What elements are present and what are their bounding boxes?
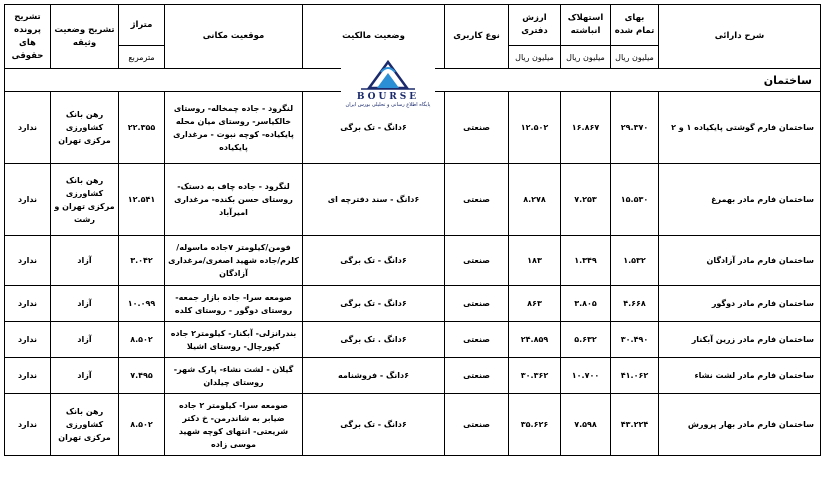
header-final-cost: بهای تمام شده <box>611 5 659 46</box>
location-cell: لنگرود - جاده چمخاله- روستای خالکیاسر- روستای میان محله پایکیاده- کوچه نبوت - مرغداری پایکیاده <box>165 92 303 164</box>
usage-type-cell: صنعتی <box>445 286 509 322</box>
book-value-cell: ۱۸۳ <box>509 236 561 286</box>
header-book-value: ارزش دفتری <box>509 5 561 46</box>
usage-type-cell: صنعتی <box>445 236 509 286</box>
unit-book-value: میلیون ریال <box>509 46 561 69</box>
asset-description-cell: ساختمان فارم مادر بهمرغ <box>659 164 821 236</box>
location-cell: صومعه سرا- کیلومتر ۲ جاده ضیابر به شاندرمن- خ دکتر شریعتی- انتهای کوچه شهید موسی زاده <box>165 394 303 456</box>
collateral-cell: رهن بانک کشاورزی مرکزی تهران <box>51 92 119 164</box>
depreciation-cell: ۱.۳۴۹ <box>561 236 611 286</box>
header-row <box>5 5 821 46</box>
ownership-cell: ۶دانگ - تک برگی <box>303 394 445 456</box>
area-cell: ۷.۴۹۵ <box>119 358 165 394</box>
location-cell: بندرانزلی- آبکنار- کیلومتر۲ جاده کپورچال- روستای اشیلا <box>165 322 303 358</box>
location-cell: فومن/کیلومتر ۷جاده ماسوله/کلرم/جاده شهید اصغری/مرغداری آزادگان <box>165 236 303 286</box>
final-cost-cell: ۴۳.۲۲۴ <box>611 394 659 456</box>
collateral-cell: آزاد <box>51 322 119 358</box>
table-row <box>5 358 821 394</box>
bourse-logo-mark <box>341 58 435 92</box>
depreciation-cell: ۱۶.۸۶۷ <box>561 92 611 164</box>
header-asset-description: شرح دارائی <box>659 5 821 69</box>
book-value-cell: ۱۲.۵۰۲ <box>509 92 561 164</box>
header-legal: تشریح پرونده های حقوقی <box>5 5 51 69</box>
logo-brand-text: BOURSE <box>356 92 420 102</box>
book-value-cell: ۳۰.۳۶۲ <box>509 358 561 394</box>
area-cell: ۱۲.۵۴۱ <box>119 164 165 236</box>
legal-cell: ندارد <box>5 92 51 164</box>
table-row <box>5 286 821 322</box>
ownership-cell: ۶دانگ . تک برگی <box>303 322 445 358</box>
collateral-cell: رهن بانک کشاورزی مرکزی تهران و رشت <box>51 164 119 236</box>
header-collateral: تشریح وضعیت وثیقه <box>51 5 119 69</box>
depreciation-cell: ۷.۵۹۸ <box>561 394 611 456</box>
table-row <box>5 394 821 456</box>
legal-cell: ندارد <box>5 236 51 286</box>
usage-type-cell: صنعتی <box>445 92 509 164</box>
final-cost-cell: ۱.۵۳۲ <box>611 236 659 286</box>
area-cell: ۲۲.۳۵۵ <box>119 92 165 164</box>
book-value-cell: ۲۴.۸۵۹ <box>509 322 561 358</box>
area-cell: ۱۰.۰۹۹ <box>119 286 165 322</box>
area-cell: ۸.۵۰۲ <box>119 394 165 456</box>
usage-type-cell: صنعتی <box>445 322 509 358</box>
depreciation-cell: ۳.۸۰۵ <box>561 286 611 322</box>
final-cost-cell: ۲۹.۳۷۰ <box>611 92 659 164</box>
header-depreciation: استهلاک انباشته <box>561 5 611 46</box>
unit-depreciation: میلیون ریال <box>561 46 611 69</box>
final-cost-cell: ۴۱.۰۶۲ <box>611 358 659 394</box>
area-cell: ۸.۵۰۲ <box>119 322 165 358</box>
usage-type-cell: صنعتی <box>445 358 509 394</box>
book-value-cell: ۳۵.۶۲۶ <box>509 394 561 456</box>
table-row <box>5 236 821 286</box>
final-cost-cell: ۱۵.۵۳۰ <box>611 164 659 236</box>
depreciation-cell: ۵.۶۳۲ <box>561 322 611 358</box>
book-value-cell: ۸.۲۷۸ <box>509 164 561 236</box>
depreciation-cell: ۱۰.۷۰۰ <box>561 358 611 394</box>
asset-description-cell: ساختمان فارم مادر دوگور <box>659 286 821 322</box>
legal-cell: ندارد <box>5 358 51 394</box>
unit-area: مترمربع <box>119 46 165 69</box>
unit-final-cost: میلیون ریال <box>611 46 659 69</box>
book-value-cell: ۸۶۳ <box>509 286 561 322</box>
final-cost-cell: ۴.۶۶۸ <box>611 286 659 322</box>
ownership-cell: ۶دانگ - تک برگی <box>303 236 445 286</box>
asset-description-cell: ساختمان فارم گوشتی پایکیاده ۱ و ۲ <box>659 92 821 164</box>
logo-subtitle: پایگاه اطلاع رسانی و تحلیلی بورس ایران <box>345 102 431 108</box>
header-usage-type: نوع کاربری <box>445 5 509 69</box>
final-cost-cell: ۳۰.۴۹۰ <box>611 322 659 358</box>
collateral-cell: رهن بانک کشاورزی مرکزی تهران <box>51 394 119 456</box>
legal-cell: ندارد <box>5 394 51 456</box>
collateral-cell: آزاد <box>51 236 119 286</box>
area-cell: ۳.۰۴۲ <box>119 236 165 286</box>
bourse-logo <box>341 58 435 110</box>
legal-cell: ندارد <box>5 164 51 236</box>
ownership-cell: ۶دانگ - تک برگی <box>303 286 445 322</box>
legal-cell: ندارد <box>5 322 51 358</box>
usage-type-cell: صنعتی <box>445 164 509 236</box>
ownership-cell: ۶دانگ - تک برگی <box>303 92 445 164</box>
location-cell: لنگرود - جاده چاف به دستک- روستای حسن بکنده- مرغداری امیرآباد <box>165 164 303 236</box>
asset-description-cell: ساختمان فارم مادر بهار پرورش <box>659 394 821 456</box>
depreciation-cell: ۷.۲۵۳ <box>561 164 611 236</box>
table-row <box>5 164 821 236</box>
header-ownership: وضعیت مالکیت <box>303 5 445 69</box>
location-cell: صومعه سرا- جاده بازار جمعه- روستای دوگور - روستای کلده <box>165 286 303 322</box>
table-row <box>5 322 821 358</box>
collateral-cell: آزاد <box>51 358 119 394</box>
location-cell: گیلان - لشت نشاء- پارک شهر- روستای چیلدان <box>165 358 303 394</box>
header-location: موقعیت مکانی <box>165 5 303 69</box>
section-title: ساختمان <box>5 69 821 92</box>
asset-description-cell: ساختمان فارم مادر زرین آبکنار <box>659 322 821 358</box>
ownership-cell: ۶دانگ - سند دفترچه ای <box>303 164 445 236</box>
usage-type-cell: صنعتی <box>445 394 509 456</box>
asset-description-cell: ساختمان فارم مادر آزادگان <box>659 236 821 286</box>
header-area: متراژ <box>119 5 165 46</box>
collateral-cell: آزاد <box>51 286 119 322</box>
ownership-cell: ۶دانگ - فروشنامه <box>303 358 445 394</box>
asset-description-cell: ساختمان فارم مادر لشت نشاء <box>659 358 821 394</box>
legal-cell: ندارد <box>5 286 51 322</box>
